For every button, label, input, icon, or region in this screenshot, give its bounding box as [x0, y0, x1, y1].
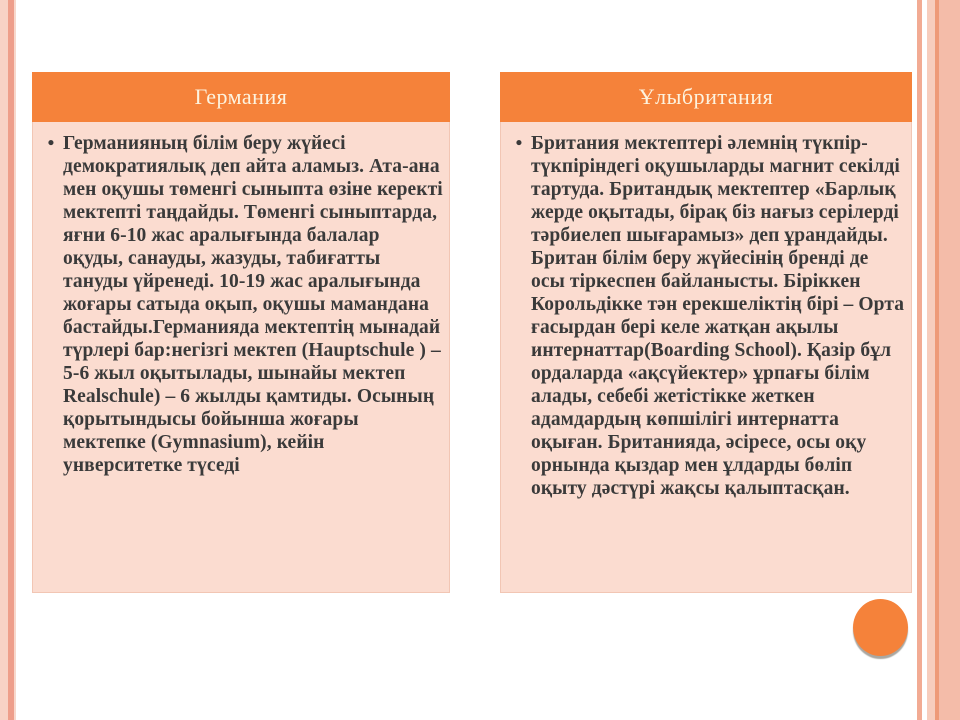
bullet-icon: • [515, 133, 523, 154]
right-edge-band-dark [935, 0, 939, 720]
uk-bullet-item [507, 132, 905, 500]
germany-bullet-item [39, 132, 443, 477]
corner-circle-decoration [853, 599, 908, 656]
left-edge-band [0, 0, 8, 720]
uk-panel-body [500, 122, 912, 593]
left-edge-stripe-thin [14, 0, 16, 720]
germany-panel-header: Германия [32, 72, 450, 122]
germany-body-text: Германияның білім беру жүйесі демократиялық деп айта аламыз. Ата-ана мен оқушы төменгі сыныпта өзіне керекті мектепті таңдайды. Төменгі сыныптарда, яғни 6-10 жас аралығында балалар оқуды, санауды, жазуды, табиғатты тануды үйренеді. 10-19 жас аралығында жоғары сатыда оқып, оқушы мамандана бастайды.Германияда мектептің мынадай түрлері бар:негізгі мектеп (Hauptschule ) – 5-6 жыл оқытылады, шынайы мектеп Realschule) – 6 жылды қамтиды. Осының қорытындысы бойынша жоғары мектепке (Gymnasium), кейін унверситетке түседі [63, 133, 443, 476]
uk-body-text: Британия мектептері әлемнің түкпір-түкпіріндегі оқушыларды магнит секілді тартуда. Британдық мектептер «Барлық жерде оқытады, бірақ біз нағыз серілерді тәрбиелеп шығарамыз» деп ұрандайды. Британ білім беру жүйесінің бренді де осы тіркеспен байланысты. Біріккен Корольдікке тән ерекшеліктің бірі – Орта ғасырдан бері келе жатқан ақылы интернаттар(Boarding School). Қазір бұл ордаларда «ақсүйектер» ұрпағы білім алады, себебі жетістікке жеткен адамдардың көпшілігі интернатта оқыған. Британияда, әсіресе, осы оқу орнында қыздар мен ұлдарды бөліп оқыту дәстүрі жақсы қалыптасқан. [531, 133, 905, 499]
uk-panel-header: Ұлыбритания [500, 72, 912, 122]
bullet-icon: • [47, 133, 55, 154]
right-edge-stripe [917, 0, 922, 720]
germany-panel [32, 72, 450, 593]
right-edge-band-light [927, 0, 935, 720]
germany-panel-body [32, 122, 450, 593]
uk-panel [500, 72, 912, 593]
